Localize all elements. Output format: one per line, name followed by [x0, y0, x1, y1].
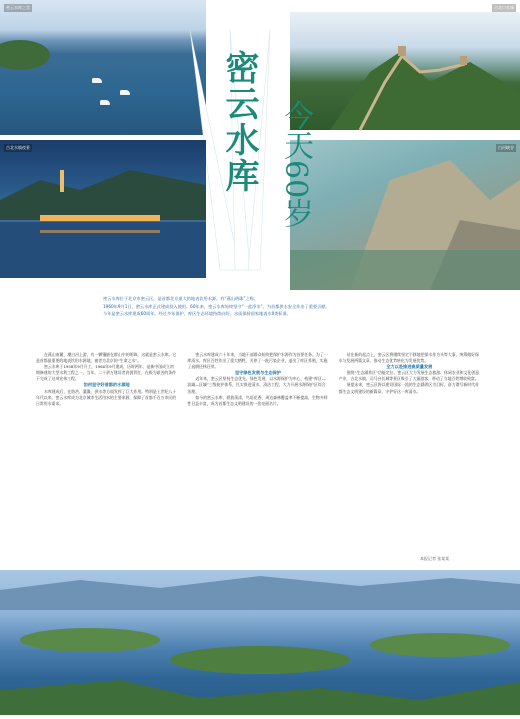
lead-line: 密云水库位于北京市密云区，是首都北京最大的地表饮用水源，有“燕山明珠”之称。: [103, 296, 259, 301]
paragraph: 围绕“生态涵养区”功能定位，密云区大力发展生态旅游、休闲农业和文化创意产业，古北水镇、司马台长城等景区吸引了大量游客，带动了当地百姓增收致富。: [338, 370, 480, 382]
section-heading: 全力以赴推进高质量发展: [386, 364, 433, 370]
paragraph: 密云水库于1958年9月开工，1960年9月建成，历时两年，是新中国成立初期修建的大型水利工程之一。当年，二十余万建设者肩挑背扛，在极为艰苦的条件下完成了这项宏伟工程。: [36, 364, 177, 382]
aerial-drawing: [0, 570, 520, 715]
photo-caption: 密云水库之美: [6, 5, 30, 10]
section-heading: 如何坚守好首都的水源地: [83, 382, 130, 388]
article-column: [339, 352, 480, 562]
photo-caption: 白河峡谷: [498, 145, 514, 150]
page-subtitle: 今天60岁: [278, 100, 313, 229]
paragraph: 密云水库建成六十年来，当地干部群众始终把保护水源作为首要任务。为了一库清水，库区百姓作出了重大牺牲，关停了一批污染企业，退出了库区养殖，实施了退耕还林还草。: [187, 352, 328, 370]
night-town-photo: [0, 140, 206, 278]
paragraph: 近年来，密云区坚持生态优先、绿色发展，以水源保护为中心，构建“库区—流域—区域”三级防护体系，扎实推进清水、清洁工程，大力开展水源保护区综合治理。: [187, 376, 326, 394]
photo-caption: 古北水镇夜景: [6, 145, 30, 150]
rock-canyon-photo: [290, 140, 520, 290]
speedboat: [100, 100, 110, 105]
section-heading: 坚守绿色发展与生态保护: [234, 370, 282, 376]
night-town-drawing: [0, 140, 206, 278]
paragraph: 在燕山南麓，潮白河上游，有一颗镶嵌在群山中的明珠，这就是密云水库。它是首都最重要的地表饮用水源地，被誉为北京的“生命之水”。: [36, 352, 177, 364]
paragraph: 站在新的起点上，密云区将继续坚定不移地把保水作为头等大事，统筹做好保水与发展两篇文章，推动生态优势转化为发展优势。: [338, 352, 479, 364]
aerial-reservoir-photo: [0, 570, 520, 715]
article-body: [36, 352, 480, 562]
lead-line: 1960年9月1日，密云水库正式建成投入使用。60年来，密云水库始终坚守“一盆净水”，为首都供水安全作出了重要贡献。: [103, 303, 330, 309]
paragraph: 如今的密云水库，碧波荡漾，鸟语花香，周边森林覆盖率不断提高，生物多样性日益丰富，成为首都生态文明建设的一张亮丽名片。: [187, 394, 328, 406]
lead-line: 今年是密云水库建成60周年。经过多年保护，库区生态环境持续向好，水质保持国家地表水II类标准。: [103, 311, 291, 317]
lead-paragraph: [95, 296, 440, 319]
article-column: [187, 352, 328, 562]
speedboat: [120, 90, 130, 95]
paragraph: 展望未来，密云区将以建设国际一流的生态涵养区为目标，奋力谱写新时代首都生态文明建设的新篇章，守护好这一库清水。: [338, 382, 479, 394]
island-trees: [0, 40, 50, 70]
article-column: [36, 352, 177, 562]
paragraph: 水库建成后，在防洪、灌溉、供水等方面发挥了巨大作用。特别是上世纪八十年代以来，密云水库成为北京城市生活用水的主要来源，保障了首都千百万市民的日常用水需求。: [36, 388, 177, 406]
rock-drawing: [290, 140, 520, 290]
page-title: 密云水库: [219, 50, 259, 194]
photo-caption: 古北口长城: [494, 5, 514, 10]
byline: 本报记者 张某某: [420, 556, 450, 561]
speedboat: [92, 78, 102, 83]
